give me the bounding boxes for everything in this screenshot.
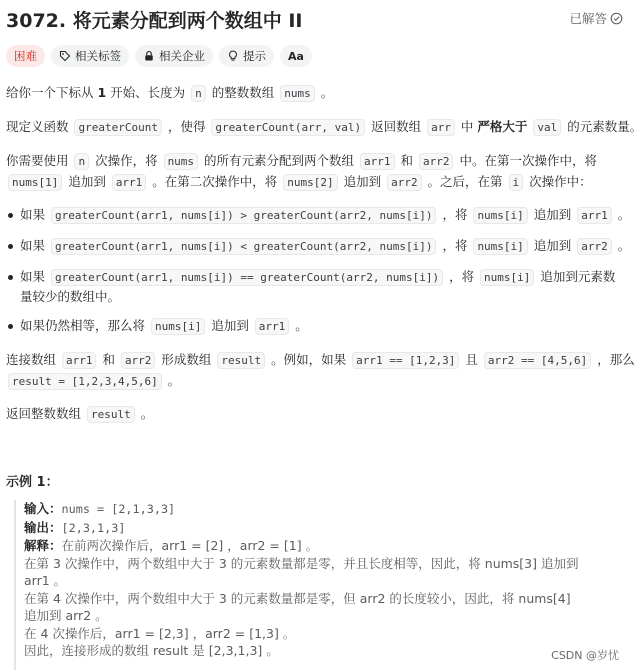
hint-button[interactable] [219, 45, 274, 67]
explanation-line: 在第 3 次操作中，两个数组中大于 3 的元素数量都是零，并且长度相等，因此，将 nums[3] 追加到 [24, 555, 579, 571]
explanation-line: 在第 4 次操作中，两个数组中大于 3 的元素数量都是零，但 arr2 的长度较小，因此，将 nums[4] [24, 590, 571, 606]
paragraph-return: 返回整数数组 result 。 [6, 406, 154, 421]
related-tags-label: 相关标签 [75, 49, 121, 63]
problem-title: 3072. 将元素分配到两个数组中 II [6, 10, 303, 32]
font-toggle-button[interactable] [280, 45, 312, 67]
paragraph-operations-line2: nums[1] 追加到 arr1 。在第二次操作中，将 nums[2] 追加到 arr2 。之后，在第 i 次操作中： [6, 171, 621, 194]
example-input: 输入：nums = [2,1,3,3] [24, 501, 176, 516]
bullet-icon [8, 275, 13, 280]
example-title: 示例 1： [6, 475, 59, 490]
paragraph-concat-line2: result = [1,2,3,4,5,6] 。 [6, 370, 621, 393]
problem-header [6, 6, 623, 34]
lightbulb-icon [227, 50, 239, 62]
example-output: 输出：[2,3,1,3] [24, 519, 126, 535]
difficulty-label: 困难 [14, 49, 37, 63]
paragraph-intro: 给你一个下标从 1 开始、长度为 n 的整数数组 nums 。 [6, 85, 334, 100]
inline-code: greaterCount [74, 119, 161, 136]
related-tags-button[interactable] [51, 45, 129, 67]
solved-status [569, 9, 623, 27]
inline-code: greaterCount(arr, val) [211, 119, 365, 136]
example-block [14, 500, 624, 670]
paragraph-operations-line1: 你需要使用 n 次操作，将 nums 的所有元素分配到两个数组 arr1 和 arr2 中。在第一次操作中，将 [6, 153, 597, 168]
bullet-icon [8, 244, 13, 249]
paragraph-definition: 现定义函数 greaterCount ，使得 greaterCount(arr, val) 返回数组 arr 中 严格大于 val 的元素数量。 [6, 119, 642, 134]
inline-code: val [533, 119, 561, 136]
explanation-line: 追加到 arr2 。 [24, 608, 108, 623]
tag-bar [6, 45, 312, 67]
bullet-icon [8, 324, 13, 329]
example-explanation: 解释：在前两次操作后，arr1 = [2] ，arr2 = [1] 。 [24, 538, 319, 553]
font-toggle-icon: Aa [288, 49, 304, 63]
bullet-icon [8, 213, 13, 218]
tag-icon [59, 50, 71, 62]
paragraph-concat-line1: 连接数组 arr1 和 arr2 形成数组 result 。例如，如果 arr1 == [1,2,3] 且 arr2 == [4,5,6] ，那么 [6, 352, 635, 367]
solved-label: 已解答 [569, 11, 607, 26]
watermark: CSDN @岁忧 [551, 649, 619, 662]
related-companies-button[interactable] [135, 45, 213, 67]
explanation-line: arr1 。 [24, 573, 67, 588]
inline-code: nums [280, 85, 315, 102]
lock-icon [143, 50, 155, 62]
check-circle-icon [610, 12, 623, 25]
explanation-line: 因此，连接形成的数组 result 是 [2,3,1,3] 。 [24, 643, 279, 658]
related-companies-label: 相关企业 [159, 49, 205, 63]
hint-label: 提示 [243, 49, 266, 63]
inline-code: n [191, 85, 206, 102]
explanation-line: 在 4 次操作后，arr1 = [2,3] ，arr2 = [1,3] 。 [24, 625, 296, 641]
inline-code: arr [427, 119, 455, 136]
difficulty-badge [6, 45, 45, 67]
